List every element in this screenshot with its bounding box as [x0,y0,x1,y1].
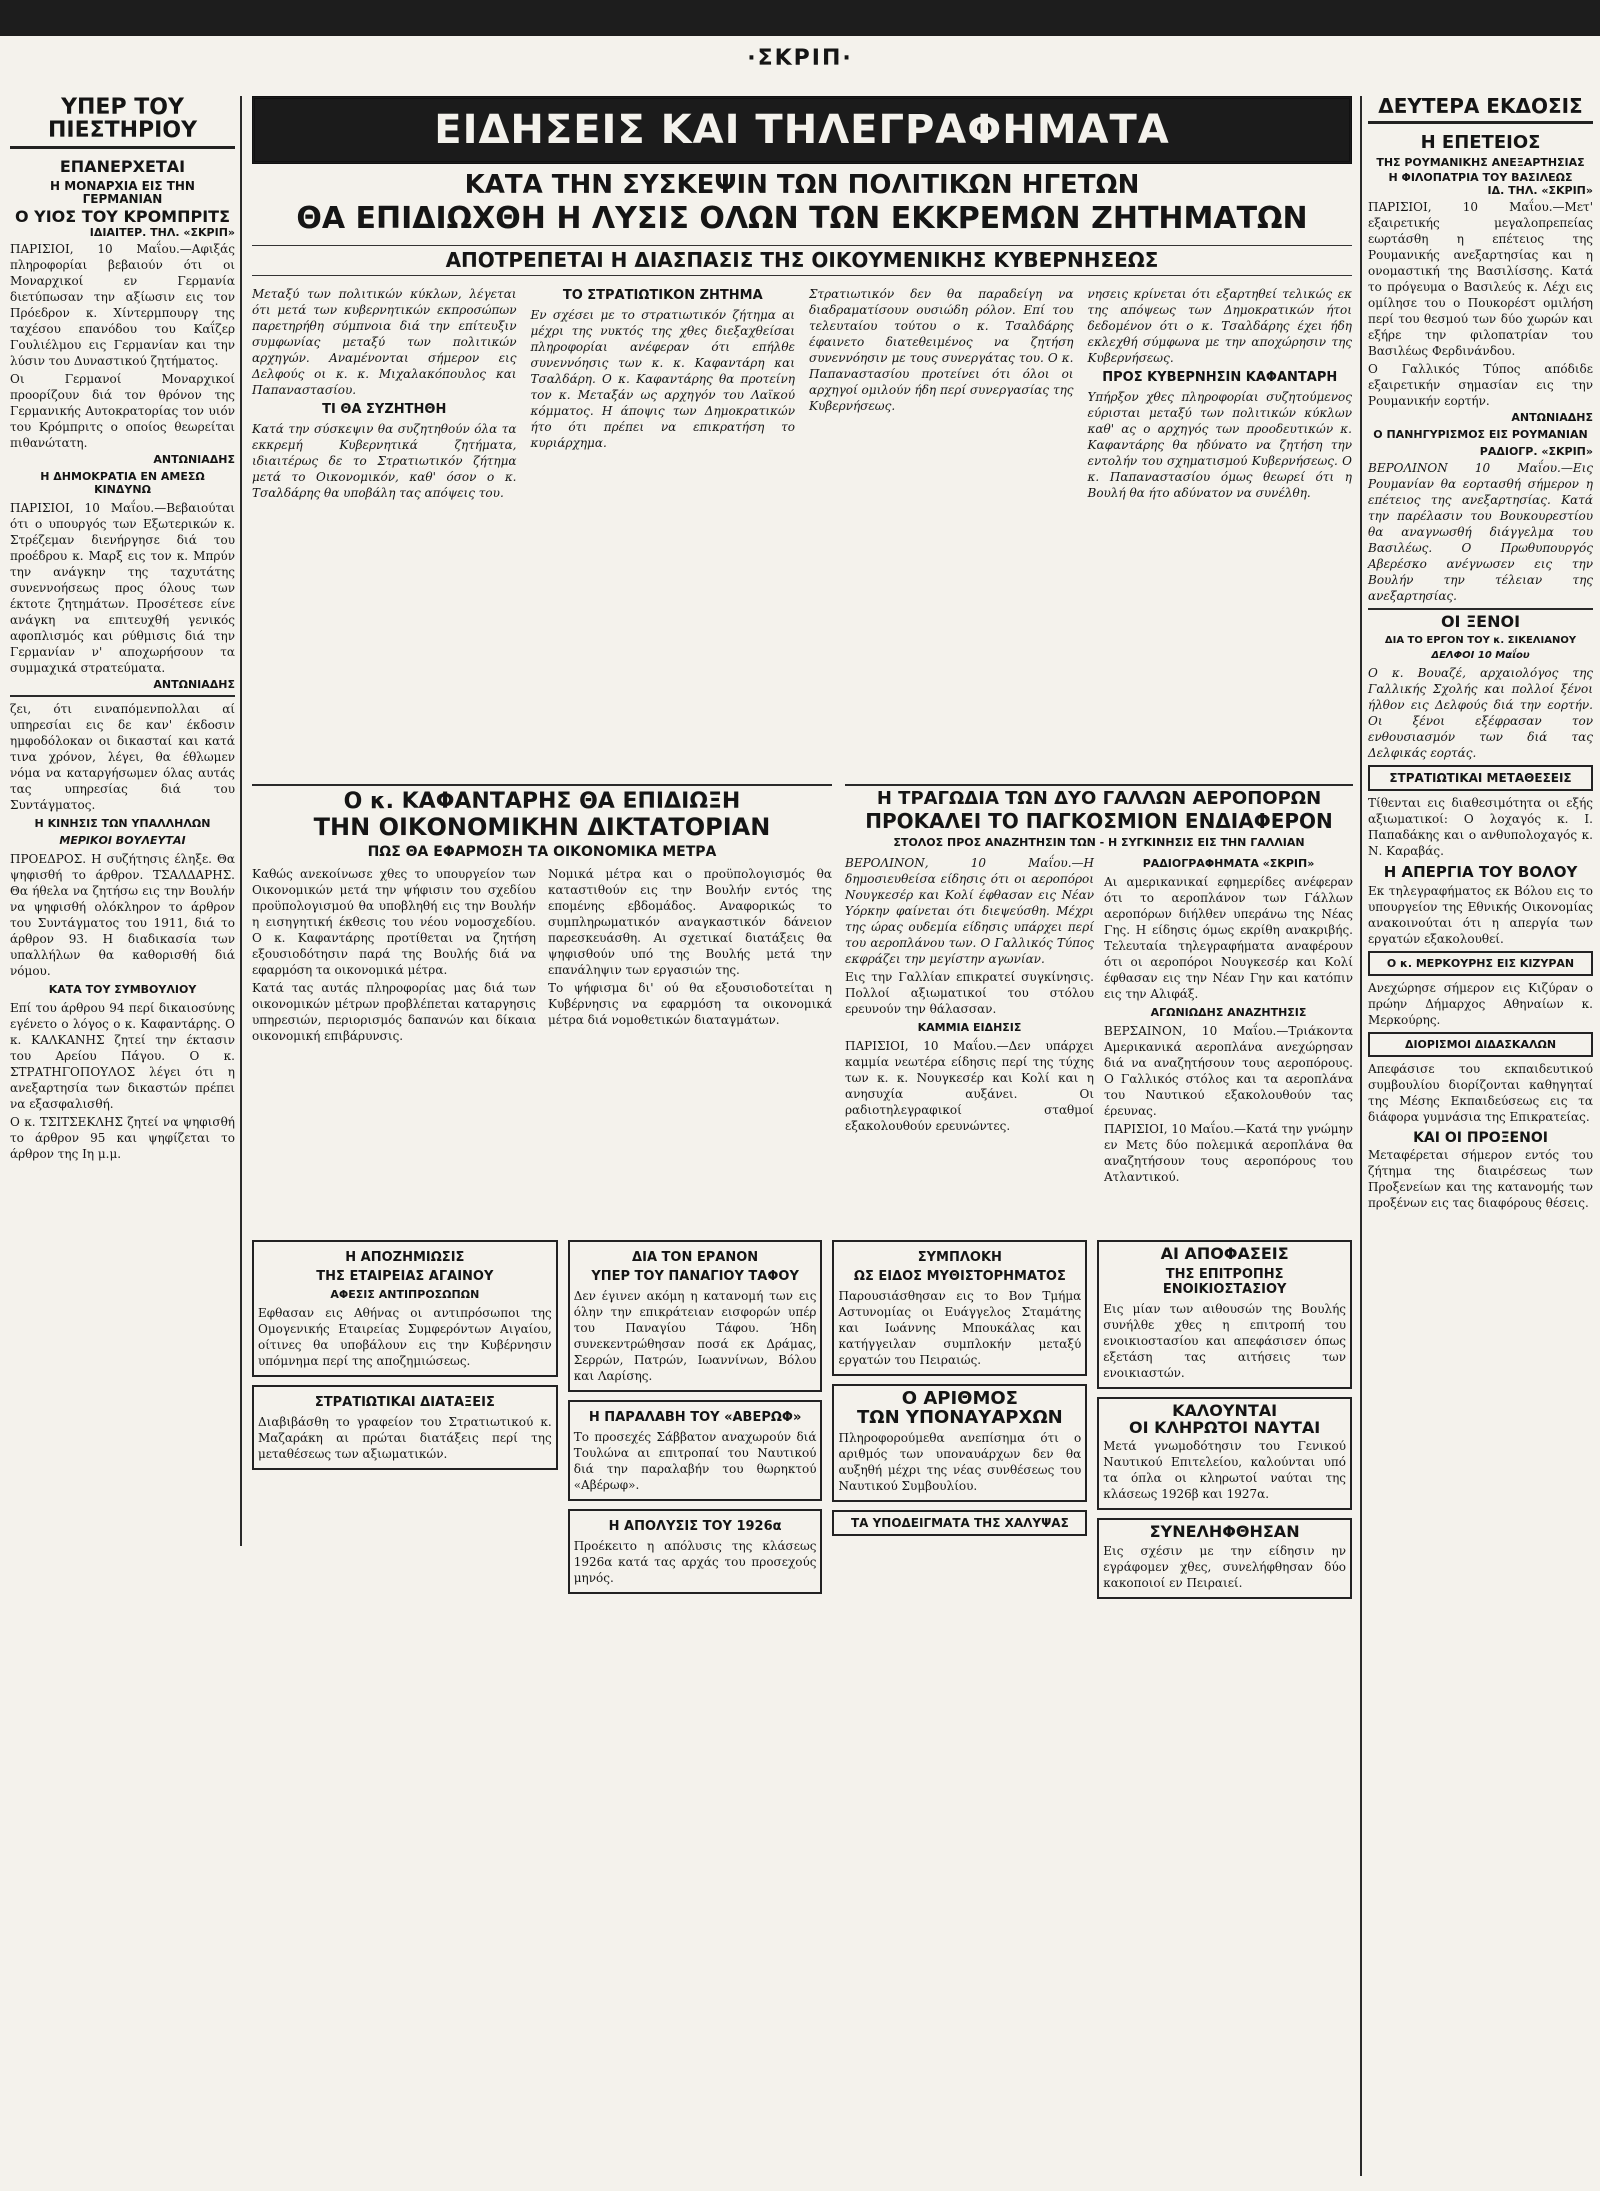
center-col1-text-2: Κατά την σύσκεψιν θα συζητηθούν όλα τα εκκρεμή Κυβερνητικά ζητήματα, ιδιαιτέρως δε το Στρατιωτικόν ζήτημα μετά το Οικονομικόν, καθ' όσον ο κ. Τσαλδάρης θα υποβάλη τας απόψεις του. [252,421,517,500]
left-signature-1: ΑΝΤΩΝΙΑΔΗΣ [153,452,235,466]
far-right-p1: Ο κ. Βουαζέ, αρχαιολόγος της Γαλλικής Σχολής και πολλοί ξένοι ήλθον εις Δελφούς διά την εορτήν. Οι ξένοι εξέφρασαν τον ενθουσιασμόν των διά τας Δελφικάς εορτάς. [1368,665,1593,760]
box-aegean-h1: Η ΑΠΟΖΗΜΙΩΣΙΣ [345,1250,465,1265]
box-military-h1: ΣΤΡΑΤΙΩΤΙΚΑΙ ΔΙΑΤΑΞΕΙΣ [314,1395,495,1410]
box-sailors [1097,1397,1352,1511]
box-eranos-text: Δεν έγινεν ακόμη η κατανομή των εις όλην την επικράτειαν εισφορών υπέρ του Παναγίου Τάφου. Ήδη συνεκεντρώθησαν ποσά εκ Δράμας, Σερρών, Πατρών, Ιωαννίνων, Βόλου και Λαρίσης. [573,1289,817,1383]
aviators-p3: ΠΑΡΙΣΙΟΙ, 10 Μαΐου.—Δεν υπάρχει καμμία νεωτέρα είδησις περί της τύχης των κ. κ. Νουγκεσέρ και Κολί και η ανησυχία αυξάνει. Οι ραδιοτηλεγραφικοί σταθμοί εξακολουθούν ερευνώντες. [845,1038,1094,1133]
left-paragraph-6: Επί του άρθρου 94 περί δικαιοσύνης εγένετο ο λόγος ο κ. Καφαντάρης. Ο κ. ΚΑΛΚΑΝΗΣ ζητεί την έκτασιν του Αρείου Πάγου. Ο κ. ΣΤΡΑΤΗΓΟΠΟΥΛΟΣ λέγει ότι η ανεξαρτησία των δικαστών πρέπει να εξασφαλισθή. [10,1000,235,1111]
bottom-col-1 [252,1240,558,1599]
left-title: ΥΠΕΡ ΤΟΥ ΠΙΕΣΤΗΡΙΟΥ [10,96,235,149]
left-headline-2: Η ΜΟΝΑΡΧΙΑ ΕΙΣ ΤΗΝ ΓΕΡΜΑΝΙΑΝ [50,178,195,206]
kafantaris-p4: Το ψήφισμα δι' ού θα εξουσιοδοτείται η Κυβέρνησις να εφαρμόση τα οικονομικά μέτρα διά νομοθετικών διαταγμάτων. [548,981,832,1028]
left-paragraph-1: ΠΑΡΙΣΙΟΙ, 10 Μαΐου.—Αφιξάς πληροφορίαι βεβαιούν ότι οι Μοναρχικοί εν Γερμανία διετύπωσαν την αξίωσιν εις τον Πρόεδρον κ. Χίντερμπουργ της ταχέσου επανόδου του Καΐζερ Γουλιέλμου εις Γερμανίαν και την λύσιν του Δυναστικού ζητήματος. [10,241,235,368]
box-clash-text: Παρουσιάσθησαν εις το Βον Τμήμα Αστυνομίας οι Ευάγγελος Σταμάτης και Ιωάννης Μπουκάλας και κατήγγειλαν συμπλοκήν μεταξύ εργατών του Πειραιώς. [838,1289,1082,1367]
kafantaris-p2: Νομικά μέτρα και ο προϋπολογισμός θα καταστιθούν εις την Βουλήν εντός της επομένης εβδομάδος. Αναφορικώς το συμπληρωματικόν αναγκαστικόν δάνειον παρεσκευάσθη. Αι σχετικαί διατάξεις θα ψηφισθούν υπό της Βουλής μετά την επανάληψιν των εργασιών της. [548,867,832,978]
far-right-h3: ΣΤΡΑΤΙΩΤΙΚΑΙ ΜΕΤΑΘΕΣΕΙΣ [1368,765,1593,791]
center-col1-heading: ΤΙ ΘΑ ΣΥΖΗΤΗΘΗ [322,401,447,417]
center-col4-heading: ΠΡΟΣ ΚΥΒΕΡΝΗΣΙΝ ΚΑΦΑΝΤΑΡΗ [1102,369,1338,385]
far-right-p3: Εκ τηλεγραφήματος εκ Βόλου εις το υπουργείον της Εθνικής Οικονομίας ανακοινούται ότι η απεργία των εργατών εξακολουθεί. [1368,883,1593,946]
far-right-h6: ΔΙΟΡΙΣΜΟΙ ΔΙΔΑΣΚΑΛΩΝ [1368,1032,1593,1057]
right-headline-4: Ο ΠΑΝΗΓΥΡΙΣΜΟΣ ΕΙΣ ΡΟΥΜΑΝΙΑΝ [1373,427,1588,441]
box-release [568,1509,823,1594]
center-col1-text: Μεταξύ των πολιτικών κύκλων, λέγεται ότι μετά των κυβερνητικών εκπροσώπων παρετηρήθη σύμπνοια διά την επίτευξιν συμφωνίας μεταξύ των πολιτικών αρχηγών. Αναμένονται σήμερον εις Δελφούς οι κ. κ. Μιχαλακόπουλος και Παπαναστασίου. [252,286,517,397]
far-right-h1: ΟΙ ΞΕΝΟΙ [1440,611,1521,631]
box-arrested [1097,1518,1352,1599]
aviators-col2-p2: ΒΕΡΣΑΙΝΟΝ, 10 Μαΐου.—Τριάκοντα Αμερικανικά αεροπλάνα ανεχώρησαν διά να αναζητήσουν τους αεροπόρους. Ο Γαλλικός στόλος και τα αεροπλάνα του Ναυτικού εξακολουθούν τας έρευνας. [1104,1023,1353,1118]
center-col3-text: Στρατιωτικόν δεν θα παραδείγη να διαδραματίσουν ουσιώδη ρόλον. Επί του τελευταίου τούτου ο κ. Τσαλδάρης έφαινετο διατεθειμένος να ζητήση συνεννόησιν με τους συνεργάτας του. Ο κ. Παπαναστασίου προτείνει ότι όλοι οι αρχηγοί ομιλούν ήδη περί συνεργασίας της Κυβερνήσεως. [809,286,1074,413]
bottom-col-4 [1097,1240,1352,1599]
aviators-headline-2: ΠΡΟΚΑΛΕΙ ΤΟ ΠΑΓΚΟΣΜΙΟΝ ΕΝΔΙΑΦΕΡΟΝ [865,808,1333,833]
center-headline-2: ΘΑ ΕΠΙΔΙΩΧΘΗ Η ΛΥΣΙΣ ΟΛΩΝ ΤΩΝ ΕΚΚΡΕΜΩΝ ΖΗΤΗΜΑΤΩΝ [296,201,1308,237]
center-col2-text: Εν σχέσει με το στρατιωτικόν ζήτημα αι μέχρι της νυκτός της χθες διεξαχθείσαι πληροφορίαι ανέφεραν ότι επήλθε συνεννόησις των κ. κ. Καφαντάρη και Τσαλδάρη. Ο κ. Καφαντάρης θα προτείνη τον κ. Μεταξάν ως αρχηγόν του Λαϊκού κόμματος. Η άποψις των Δημοκρατικών ήτο ότι πρέπει να επικρατήση το κυριάρχημα. [530,307,795,450]
left-headline-1: ΕΠΑΝΕΡΧΕΤΑΙ [59,157,186,177]
right-signature: ΑΝΤΩΝΙΑΔΗΣ [1511,410,1593,424]
far-right-src: ΔΕΛΦΟΙ 10 Μαΐου [1431,649,1530,661]
box-arrested-text: Εις σχέσιν με την είδησιν ην εγράφομεν χθες, συνελήφθησαν δύο κακοποιοί εν Πειραιεί. [1103,1544,1347,1591]
news-banner: ΕΙΔΗΣΕΙΣ ΚΑΙ ΤΗΛΕΓΡΑΦΗΜΑΤΑ [252,96,1352,164]
kafantaris-columns [252,864,832,1046]
box-eranos [568,1240,823,1392]
far-right-h2: ΔΙΑ ΤΟ ΕΡΓΟΝ ΤΟΥ κ. ΣΙΚΕΛΙΑΝΟΥ [1384,634,1577,646]
box-sailors-text: Μετά γνωμοδότησιν του Γενικού Ναυτικού Επιτελείου, καλούνται υπό τα όπλα οι κληρωτοί ναύται της κλάσεως 1926β και 1927α. [1103,1439,1347,1502]
far-right-p2: Τίθενται εις διαθεσιμότητα οι εξής αξιωματικοί: Ο λοχαγός κ. Ι. Παπαδάκης και ο ανθυπολοχαγός κ. Ν. Καραβάς. [1368,795,1593,858]
right-column [1368,96,1593,1213]
left-sub-5: ΜΕΡΙΚΟΙ ΒΟΥΛΕΥΤΑΙ [59,833,186,847]
box-release-h1: Η ΑΠΟΛΥΣΙΣ ΤΟΥ 1926α [608,1519,782,1534]
left-signature-2: ΑΝΤΩΝΙΑΔΗΣ [153,677,235,691]
box-admirals-h2: ΤΩΝ ΥΠΟΝΑΥΑΡΧΩΝ [857,1406,1063,1428]
box-rent [1097,1240,1352,1389]
box-sailors-h1: ΚΑΛΟΥΝΤΑΙ [1172,1400,1278,1420]
box-rent-h2: ΤΗΣ ΕΠΙΤΡΟΠΗΣ ΕΝΟΙΚΙΟΣΤΑΣΙΟΥ [1162,1266,1287,1297]
kafantaris-p3: Κατά τας αυτάς πληροφορίας μας διά των οικονομικών μέτρων προβλέπεται καταργησις υπηρεσιών, περιορισμός δαπανών και δίκαια οικονομική επιβάρυνσις. [252,981,536,1044]
right-source: ΙΔ. ΤΗΛ. «ΣΚΡΙΠ» [1487,183,1593,197]
bottom-section [252,1240,1352,1599]
box-release-text: Προέκειτο η απόλυσις της κλάσεως 1926α κατά τας αρχάς του προσεχούς μηνός. [573,1539,817,1585]
right-source-2: ΡΑΔΙΟΓΡ. «ΣΚΡΙΠ» [1479,444,1593,458]
aviators-sub: ΚΑΜΜΙΑ ΕΙΔΗΣΙΣ [917,1020,1022,1034]
left-paragraph-5: ΠΡΟΕΔΡΟΣ. Η συζήτησις έληξε. Θα ψηφισθή το άρθρον. ΤΣΑΛΔΑΡΗΣ. Θα ήθελα να ζητήσω εις την Βουλήν να ψηφισθή ολόκληρον το άρθρον του Συντάγματος του 1911, διά το άρθρον 93. Η διαδικασία των υπαλλήλων θα καθορισθή διά νόμου. [10,851,235,978]
center-col4-text-2: Υπήρξον χθες πληροφορίαι συζητούμενος εύρισται μεταξύ των πολιτικών κύκλων καθ' ας ο αρχηγός των προοδευτικών κ. Καφαντάρης θα ηδύνατο να ζητήση την εντολήν του σχηματισμού Κυβερνήσεως. Ο κ. Παπαναστασίου όμως θεωρεί ότι η Βουλή θα ήτο αδύνατον να συνέλθη. [1087,389,1352,500]
box-averof-text: Το προσεχές Σάββατον αναχωρούν διά Τουλώνα αι επιτροπαί του Ναυτικού διά την παραλαβήν του θωρηκτού «Αβέρωφ». [573,1430,817,1492]
left-headline-3: Ο ΥΙΟΣ ΤΟΥ ΚΡΟΜΠΡΙΤΣ [14,207,231,227]
far-right-h4: Η ΑΠΕΡΓΙΑ ΤΟΥ ΒΟΛΟΥ [1383,862,1578,881]
box-arrested-h1: ΣΥΝΕΛΗΦΘΗΣΑΝ [1149,1522,1300,1542]
aviators-columns [845,853,1353,1187]
kafantaris-article [252,780,832,1046]
far-right-p6: Μεταφέρεται σήμερον εντός του ζήτημα της διαιρέσεως των Προξενείων και της κατανομής των προξένων εις τας διαφόρους θέσεις. [1368,1148,1593,1211]
left-column [10,96,235,1164]
center-col-4 [1088,284,1353,503]
right-paragraph-3: ΒΕΡΟΛΙΝΟΝ 10 Μαΐου.—Εις Ρουμανίαν θα εορτασθή σήμερον η επέτειος της ανεξαρτησίας. Κατά την παρέλασιν του Βουκουρεστίου θα αναγνωσθή διάγγελμα του Βασιλέως. Ο Πρωθυπουργός Αβερέσκο ανέγνωσεν εις την Βουλήν την τέλειαν της ανεξαρτησίας. [1368,460,1593,603]
box-chalyps: ΤΑ ΥΠΟΔΕΙΓΜΑΤΑ ΤΗΣ ΧΑΛΥΨΑΣ [832,1510,1087,1536]
box-admirals-text: Πληροφορούμεθα ανεπίσημα ότι ο αριθμός των υποναυάρχων δεν θα αυξηθή μέχρι της νέας συνθέσεως του Ναυτικού Συμβουλίου. [838,1430,1082,1493]
box-clash-h2: ΩΣ ΕΙΔΟΣ ΜΥΘΙΣΤΟΡΗΜΑΤΟΣ [853,1269,1066,1284]
right-headline-1: Η ΕΠΕΤΕΙΟΣ [1420,132,1541,153]
center-top [252,96,1352,503]
center-columns [252,284,1352,503]
left-paragraph-3: ΠΑΡΙΣΙΟΙ, 10 Μαΐου.—Βεβαιούται ότι ο υπουργός των Εξωτερικών κ. Στρέζεμαν διενήργησε διά του προέδρου κ. Μαρξ εις τον κ. Μπρύν την ανάγκην της ταχυτάτης συνεννοήσεως προς όλους των έκτοτε ζητημάτων. Προσέτεσε είνε ανάγκη να επιτευχθή γενικός αφοπλισμός και ρύθμισις διά την Γερμανίαν ν' αποχωρήσουν τα συμμαχικά στρατεύματα. [10,500,235,675]
right-headline-2: ΤΗΣ ΡΟΥΜΑΝΙΚΗΣ ΑΝΕΞΑΡΤΗΣΙΑΣ [1376,155,1585,169]
center-headline-3: ΑΠΟΤΡΕΠΕΤΑΙ Η ΔΙΑΣΠΑΣΙΣ ΤΗΣ ΟΙΚΟΥΜΕΝΙΚΗΣ ΚΥΒΕΡΝΗΣΕΩΣ [252,245,1352,276]
far-right-p4: Ανεχώρησε σήμερον εις Κιζύραν ο πρώην Δήμαρχος Αθηναίων κ. Μερκούρης. [1368,980,1593,1027]
kafantaris-p1: Καθώς ανεκοίνωσε χθες το υπουργείον των Οικονομικών μετά την ψήφισιν του σχεδίου προϋπολογισμού θα υποβληθή εις την Βουλήν η εισηγητική έκθεσις του νέου νομοσχεδίου. Ο κ. Καφαντάρης προτίθεται να ζητήση εξουσιοδότησιν παρά της Βουλής διά να εφαρμόση τα οικονομικά μέτρα. [252,867,536,978]
aviators-col2-p: Αι αμερικανικαί εφημερίδες ανέφεραν ότι το αεροπλάνον των Γάλλων αεροπόρων διήλθεν υπεράνω της Νέας Γης. Η είδησις όμως εκρίθη ανακριβής. Τελευταία τηλεγραφήματα αναφέρουν ότι οι αεροπόροι Νουγκεσέρ και Κολί έφθασαν εις την Νέαν Γην και κατόπιν εις την Αλιφάξ. [1104,874,1353,1001]
box-eranos-h1: ΔΙΑ ΤΟΝ ΕΡΑΝΟΝ [632,1250,759,1265]
aviators-col2-heading: ΡΑΔΙΟΓΡΑΦΗΜΑΤΑ «ΣΚΡΙΠ» [1142,856,1315,870]
kafantaris-headline-2: ΤΗΝ ΟΙΚΟΝΟΜΙΚΗΝ ΔΙΚΤΑΤΟΡΙΑΝ [313,813,771,842]
kafantaris-headline-1: Ο κ. ΚΑΦΑΝΤΑΡΗΣ ΘΑ ΕΠΙΔΙΩΞΗ [343,789,741,814]
right-paragraph-1: ΠΑΡΙΣΙΟΙ, 10 Μαΐου.—Μετ' εξαιρετικής μεγαλοπρεπείας εωρτάσθη η επέτειος της Ρουμανικής ανεξαρτησίας και η ονομαστική της Βασιλίσσης. Κατά το πρόγευμα ο Βασιλεύς κ. Λέχι εις ομίλησε του ο Πουκορέστ ομιλήση περί του θεσμού των δύο χωρών και εξήρε την φιλοπατρίαν του Βασιλέως Φερδινάνδου. [1368,199,1593,358]
box-military-text: Διαβιβάσθη το γραφείον του Στρατιωτικού κ. Μαζαράκη αι πρώται διατάξεις περί της μεταθέσεως των αξιωματικών. [258,1415,552,1461]
column-rule [240,96,242,1546]
center-col2-heading: ΤΟ ΣΤΡΑΤΙΩΤΙΚΟΝ ΖΗΤΗΜΑ [562,287,763,303]
far-right-p5: Απεφάσισε του εκπαιδευτικού συμβουλίου διορίζονται καθηγηταί της Μέσης Εκπαιδεύσεως εις τα διάφορα γυμνάσια της Επικρατείας. [1368,1061,1593,1124]
box-aegean-text: Εφθασαν εις Αθήνας οι αντιπρόσωποι της Ομογενικής Εταιρείας Συμφερόντων Αιγαίου, οίτινες θα υποβάλουν εις την Κυβέρνησιν υπόμνημα περί της αποζημιώσεως. [258,1306,552,1368]
aviators-headline-1: Η ΤΡΑΓΩΔΙΑ ΤΩΝ ΔΥΟ ΓΑΛΛΩΝ ΑΕΡΟΠΟΡΩΝ [876,788,1322,809]
box-rent-h1: ΑΙ ΑΠΟΦΑΣΕΙΣ [1160,1244,1289,1263]
box-clash-h1: ΣΥΜΠΛΟΚΗ [917,1250,1002,1265]
top-scan-band [0,0,1600,36]
right-paragraph-2: Ο Γαλλικός Τύπος απόδιδε εξαιρετικήν σημασίαν εις την Ρουμανικήν εορτήν. [1368,361,1593,408]
box-eranos-h2: ΥΠΕΡ ΤΟΥ ΠΑΝΑΓΙΟΥ ΤΑΦΟΥ [591,1269,799,1284]
center-col-2 [531,284,796,503]
box-averof [568,1400,823,1501]
aviators-p2: Εις την Γαλλίαν επικρατεί συγκίνησις. Πολλοί αξιωματικοί του στόλου ερευνούν την θάλασσαν. [845,969,1094,1016]
left-headline-5: Η ΚΙΝΗΣΙΣ ΤΩΝ ΥΠΑΛΛΗΛΩΝ [34,816,211,830]
box-averof-h1: Η ΠΑΡΑΛΑΒΗ ΤΟΥ «ΑΒΕΡΩΦ» [588,1410,802,1425]
aviators-article [845,780,1353,1187]
center-col-1 [252,284,517,503]
left-source: ΙΔΙΑΙΤΕΡ. ΤΗΛ. «ΣΚΡΙΠ» [89,225,235,239]
box-aegean-h2: ΤΗΣ ΕΤΑΙΡΕΙΑΣ ΑΓΑΙΝΟΥ [316,1269,494,1284]
aviators-col2-p3: ΠΑΡΙΣΙΟΙ, 10 Μαΐου.—Κατά την γνώμην εν Μετς δύο πολεμικά αεροπλάνα θα αναζητήσουν τους αεροπόρους του Ατλαντικού. [1104,1121,1353,1184]
box-aegean-h3: ΑΦΕΣΙΣ ΑΝΤΙΠΡΟΣΩΠΩΝ [330,1288,480,1301]
left-paragraph-4: ζει, ότι ειναπόμενπολλαι αί υπηρεσίαι εις δε καν' έκδοσιν ημφοδόλοκαν οι δικασταί και κατά τινα χρόνον, λέγει, θα έθλωμεν νόμα να καταργήσωμεν όλας αυτάς τας υπηρεσίας διά του Συντάγματος. [10,701,235,812]
column-rule [1360,96,1362,2176]
center-col4-text: νησεις κρίνεται ότι εξαρτηθεί τελικώς εκ της απόψεως των Δημοκρατικών ήτοι δεδομένον ότι ο κ. Τσαλδάρης έχει ήδη εκλεχθή σύμφωνα με την αποχώρησιν της Κυβερνήσεως. [1087,286,1352,365]
left-paragraph-7: Ο κ. ΤΣΙΤΣΕΚΛΗΣ ζητεί να ψηφισθή το άρθρον 95 και ψηφίζεται το άρθρον της Ιη μ.μ. [10,1114,235,1161]
masthead [0,36,1600,78]
box-clash [832,1240,1087,1376]
right-headline-3: Η ΦΙΛΟΠΑΤΡΙΑ ΤΟΥ ΒΑΣΙΛΕΩΣ [1388,171,1573,185]
bottom-col-2 [568,1240,823,1599]
box-admirals [832,1384,1087,1502]
masthead-title: ·ΣΚΡΙΠ· [747,46,853,71]
aviators-headline-3: ΣΤΟΛΟΣ ΠΡΟΣ ΑΝΑΖΗΤΗΣΙΝ ΤΩΝ - Η ΣΥΓΚΙΝΗΣΙΣ ΕΙΣ ΤΗΝ ΓΑΛΛΙΑΝ [893,835,1305,849]
left-headline-4: Η ΔΗΜΟΚΡΑΤΙΑ ΕΝ ΑΜΕΣΩ ΚΙΝΔΥΝΩ [40,469,205,496]
box-aegean [252,1240,558,1377]
kafantaris-headline-3: ΠΩΣ ΘΑ ΕΦΑΡΜΟΣΗ ΤΑ ΟΙΚΟΝΟΜΙΚΑ ΜΕΤΡΑ [367,844,717,861]
far-right-h5: Ο κ. ΜΕΡΚΟΥΡΗΣ ΕΙΣ ΚΙΖΥΡΑΝ [1368,951,1593,976]
box-admirals-h1: Ο ΑΡΙΘΜΟΣ [901,1388,1018,1409]
center-col-3 [809,284,1074,503]
box-sailors-h2: ΟΙ ΚΛΗΡΩΤΟΙ ΝΑΥΤΑΙ [1128,1417,1321,1437]
box-military [252,1385,558,1470]
far-right-h7: ΚΑΙ ΟΙ ΠΡΟΞΕΝΟΙ [1413,1129,1548,1146]
aviators-col2-heading-2: ΑΓΩΝΙΩΔΗΣ ΑΝΑΖΗΤΗΣΙΣ [1150,1005,1307,1019]
box-rent-text: Εις μίαν των αιθουσών της Βουλής συνήλθε χθες η επιτροπή του ενοικιοστασίου και απεφάσισεν όπως εξετάση τας αιτήσεις των ενοικιαστών. [1103,1301,1347,1380]
bottom-col-3 [832,1240,1087,1599]
left-headline-6: ΚΑΤΑ ΤΟΥ ΣΥΜΒΟΥΛΙΟΥ [48,982,197,996]
left-paragraph-2: Οι Γερμανοί Μοναρχικοί προορίζουν διά τον θρόνον της Γερμανικής Αυτοκρατορίας τον υιόν του Κρόμπριτς ο οποίος θεωρείται πιθανώτατη. [10,371,235,450]
right-title: ΔΕΥΤΕΡΑ ΕΚΔΟΣΙΣ [1368,96,1593,124]
center-headline-1: ΚΑΤΑ ΤΗΝ ΣΥΣΚΕΨΙΝ ΤΩΝ ΠΟΛΙΤΙΚΩΝ ΗΓΕΤΩΝ [464,170,1140,200]
aviators-p1: ΒΕΡΟΛΙΝΟΝ, 10 Μαΐου.—Η δημοσιευθείσα είδησις ότι οι αεροπόροι Νουγκεσέρ και Κολί έφθασαν εις Νέαν Υόρκην φαίνεται ότι διεψεύσθη. Μέχρι της ώρας ουδεμία είδησις υπάρχει περί του αεροπλάνου των. Ο Γαλλικός Τύπος εκφράζει την μεγίστην αγωνίαν. [845,855,1094,966]
